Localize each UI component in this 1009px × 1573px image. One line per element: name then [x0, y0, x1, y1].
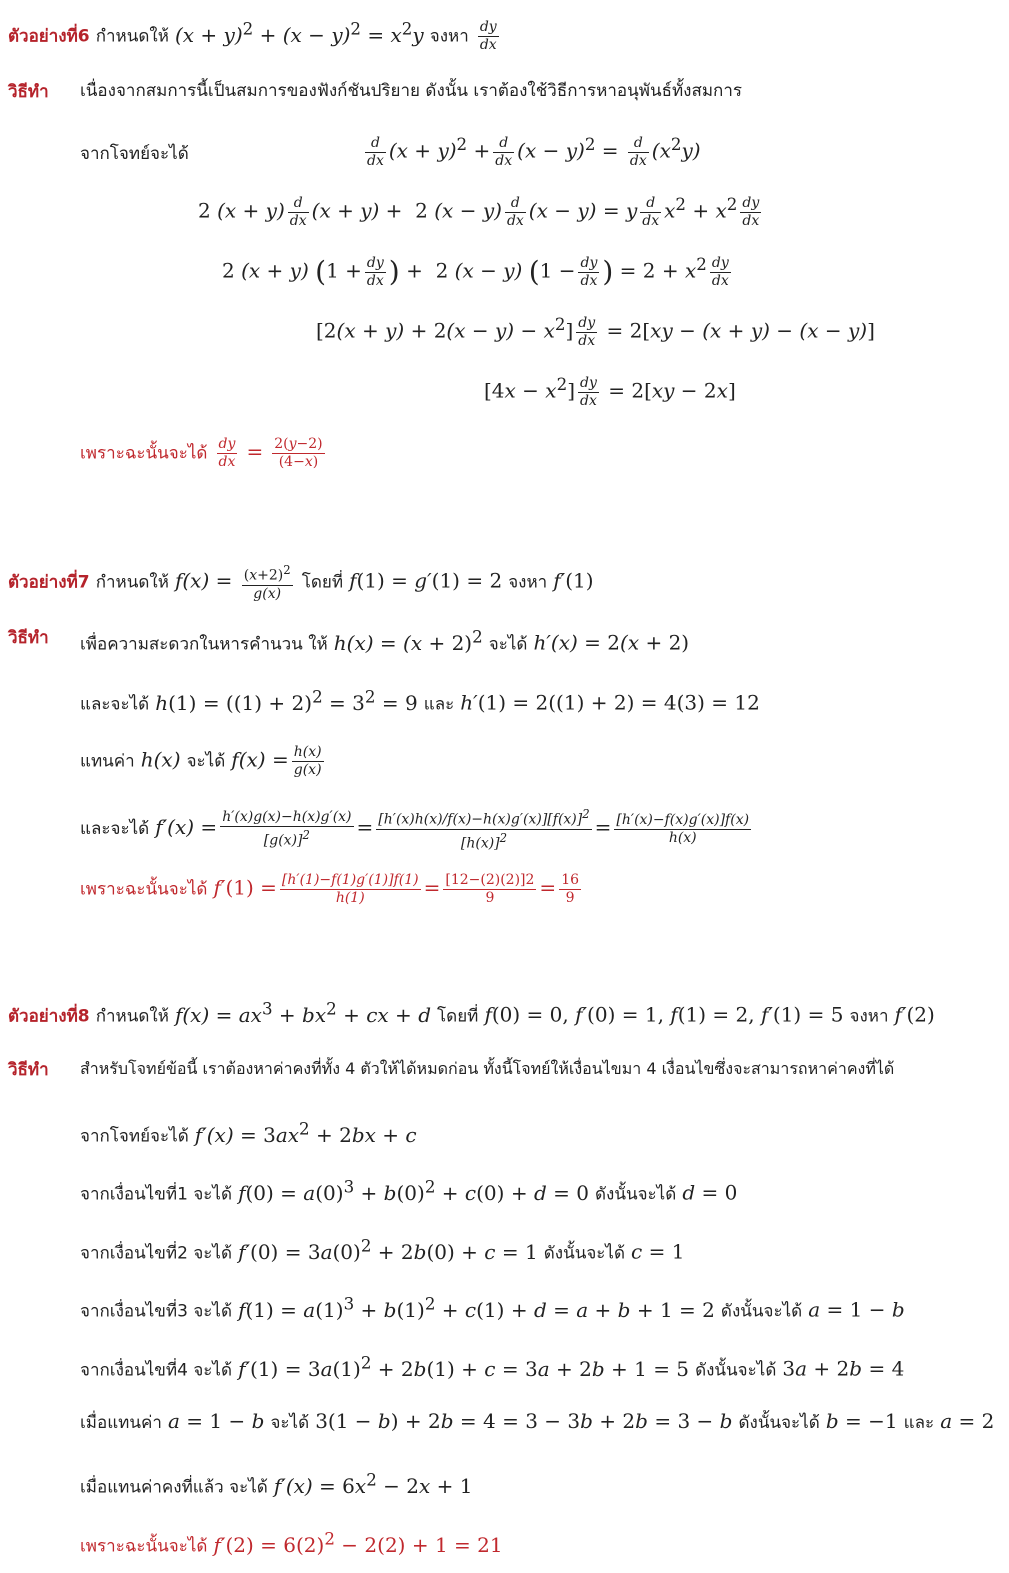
ex6-conclusion: เพราะฉะนั้นจะได้ $\frac{dy}{dx}$ = $\frac{2(y-2)}{(4-x)}$: [80, 436, 323, 470]
ex6-step3-eq: 2 (x + y) (1 + $\frac{dy}{dx}$ ) + 2 (x − y) (1 − $\frac{dy}{dx}$ ) = $2 + x^2$ $\frac{dy}{dx}$: [222, 254, 729, 289]
ex8-and: และ: [903, 1413, 935, 1433]
ex8-cond2: จากเงื่อนไขที่2 จะได้: [80, 1243, 233, 1264]
ex8-label: ตัวอย่างที่8: [8, 1006, 90, 1027]
ex8-cond3: จากเงื่อนไขที่3 จะได้: [80, 1301, 233, 1322]
ex8-from-problem: จากโจทย์จะได้: [80, 1126, 189, 1147]
ex7-and-get-2: และจะได้: [80, 819, 150, 840]
ex6-sol-label: วิธีทำ: [8, 82, 49, 102]
ex8-conclusion: เพราะฉะนั้นจะได้ $f'(2) = 6(2)^2 - 2(2) + 1 = 21$: [80, 1529, 503, 1557]
ex8-sol-label: วิธีทำ: [8, 1060, 49, 1080]
ex7-sol-label: วิธีทำ: [8, 628, 49, 648]
ex7-step2: แทนค่า h(x) จะได้ f(x) = $\frac{h(x)}{g(x)}$: [80, 744, 322, 778]
ex6-label: ตัวอย่างที่6: [8, 26, 90, 47]
ex7-and-get-1: และจะได้: [80, 694, 150, 715]
ex6-heading: ตัวอย่างที่6 กำหนดให้ $(x + y)^2 + (x - y)^2 = x^2y$ จงหา $\frac{dy}{dx}$: [8, 19, 497, 54]
ex6-step1-eq: $\frac{d}{dx}$ $(x + y)^2$ + $\frac{d}{dx}$ $(x - y)^2$ = $\frac{d}{dx}$ $(x^2y)$: [367, 134, 701, 169]
ex8-step1: จากโจทย์จะได้ $f'(x) = 3ax^2 + 2bx + c$: [80, 1119, 417, 1147]
ex7-intro-text: เพื่อความสะดวกในหารคำนวน ให้: [80, 634, 328, 655]
ex7-step1: และจะได้ $h(1) = ((1) + 2)^2 = 3^2 = 9$ และ h′(1) = 2((1) + 2) = 4(3) = 12: [80, 687, 760, 715]
ex6-therefore: เพราะฉะนั้นจะได้: [80, 443, 208, 464]
ex8-cond4: จากเงื่อนไขที่4 จะได้: [80, 1360, 233, 1381]
ex8-so-get-3: ดังนั้นจะได้: [720, 1301, 803, 1322]
ex8-where-text: โดยที่: [437, 1006, 479, 1027]
ex8-find-text: จงหา: [849, 1006, 889, 1027]
ex8-solution-intro: [8, 1056, 895, 1083]
ex8-cond4-line: จากเงื่อนไขที่4 จะได้ $f'(1) = 3a(1)^2 + 2b(1) + c = 3a + 2b + 1 = 5$ ดังนั้นจะได้ 3a + 2b = 4: [80, 1353, 905, 1381]
ex8-intro-text: สำหรับโจทย์ข้อนี้ เราต้องหาค่าคงที่ทั้ง 4 ตัวให้ได้หมดก่อน ทั้งนี้โจทย์ให้เงื่อนไขมา 4 เงื่อนไขซึ่งจะสามารถหาค่าคงที่ได้: [80, 1059, 895, 1078]
ex8-heading: ตัวอย่างที่8 กำหนดให้ $f(x) = ax^3 + bx^2$ + cx + d โดยที่ f(0) = 0, f′(0) = 1, f(1) = 2, f′(1) = 5 จงหา f′(2): [8, 999, 935, 1027]
ex7-therefore: เพราะฉะนั้นจะได้: [80, 879, 208, 900]
ex8-so-get-2: ดังนั้นจะได้: [543, 1243, 625, 1264]
ex7-step3: และจะได้ f′(x) = $\frac{h'(x)g(x)-h(x)g'(x)}{[g(x)]^2}$ = $\frac{[h'(x)h(x)/f(x)-h(x)g'(x)][f(x)]^2}{[h(x)]^2}$ = $\frac{[h'(x)-f(x)g'(x)]f(x)}{h(x)}$: [80, 807, 750, 852]
ex6-step1-label: [80, 140, 189, 167]
ex8-sub-line: เมื่อแทนค่า a = 1 − b จะได้ 3(1 − b) + 2b = 4 = 3 − 3b + 2b = 3 − b ดังนั้นจะได้ b = −1 และ a = 2: [80, 1409, 995, 1433]
ex8-cond2-line: จากเงื่อนไขที่2 จะได้ $f'(0) = 3a(0)^2 + 2b(0) + c = 1$ ดังนั้นจะได้ c = 1: [80, 1236, 685, 1264]
ex8-sub-a: เมื่อแทนค่า: [80, 1413, 162, 1433]
ex6-step5-eq: $[4x - x^2]$ $\frac{dy}{dx}$ = 2[xy − 2x]: [484, 374, 736, 409]
ex6-step4-eq: $[2(x + y) + 2(x - y) - x^2]$ $\frac{dy}{dx}$ = 2[xy − (x + y) − (x − y)]: [316, 314, 875, 349]
ex7-solution-intro: วิธีทำ เพื่อความสะดวกในหารคำนวน ให้ $h(x) = (x + 2)^2$ จะได้ h′(x) = 2(x + 2): [8, 627, 690, 655]
ex6-find-text: จงหา: [429, 26, 469, 47]
ex7-where-text: โดยที่: [301, 572, 344, 593]
ex6-intro-text: เนื่องจากสมการนี้เป็นสมการของฟังก์ชันปริยาย ดังนั้น เราต้องใช้วิธีการหาอนุพันธ์ทั้งสมการ: [80, 81, 743, 101]
ex7-will-get: จะได้: [488, 634, 528, 655]
ex6-from-problem: จากโจทย์จะได้: [80, 144, 189, 164]
ex7-and-1: และ: [423, 694, 455, 715]
ex7-substitute: แทนค่า: [80, 751, 135, 772]
ex6-given-text: กำหนดให้: [95, 26, 169, 47]
ex8-so-get-5: ดังนั้นจะได้: [738, 1413, 820, 1433]
ex7-find-text: จงหา: [508, 572, 548, 593]
ex7-conclusion: เพราะฉะนั้นจะได้ f′(1) = $\frac{[h'(1)-f(1)g'(1)]f(1)}{h(1)}$ = $\frac{[12-(2)(2)]2}{9}$ = $\frac{16}{9}$: [80, 872, 580, 906]
ex8-cond3-line: จากเงื่อนไขที่3 จะได้ $f(1) = a(1)^3 + b(1)^2 + c(1) + d = a + b + 1 = 2$ ดังนั้นจะได้ a = 1 − b: [80, 1294, 905, 1322]
ex8-will-get: จะได้: [270, 1413, 310, 1433]
ex7-heading: ตัวอย่างที่7 กำหนดให้ f(x) = $\frac{(x+2)^2}{g(x)}$ โดยที่ f(1) = g′(1) = 2 จงหา f′(1): [8, 563, 594, 602]
ex8-cond1-line: จากเงื่อนไขที่1 จะได้ $f(0) = a(0)^3 + b(0)^2 + c(0) + d = 0$ ดังนั้นจะได้ d = 0: [80, 1177, 738, 1205]
ex8-so-get-1: ดังนั้นจะได้: [595, 1184, 677, 1205]
ex8-so-get-4: ดังนั้นจะได้: [695, 1360, 777, 1381]
ex6-step2-eq: 2 (x + y) $\frac{d}{dx}$ (x + y) + 2 (x − y) $\frac{d}{dx}$ (x − y) = y $\frac{d}{dx}$ $x^2 + x^2$ $\frac{dy}{dx}$: [198, 194, 760, 229]
ex6-solution-intro: [8, 78, 743, 105]
ex8-cond1: จากเงื่อนไขที่1 จะได้: [80, 1184, 233, 1205]
ex7-will-get-2: จะได้: [186, 751, 226, 772]
ex8-given-text: กำหนดให้: [95, 1006, 169, 1027]
ex7-given-text: กำหนดให้: [95, 572, 169, 593]
ex7-label: ตัวอย่างที่7: [8, 572, 90, 593]
ex8-sub-const-line: เมื่อแทนค่าคงที่แล้ว จะได้ $f'(x) = 6x^2 - 2x + 1$: [80, 1470, 473, 1498]
ex8-therefore: เพราะฉะนั้นจะได้: [80, 1536, 208, 1557]
ex8-sub-const: เมื่อแทนค่าคงที่แล้ว จะได้: [80, 1477, 268, 1498]
